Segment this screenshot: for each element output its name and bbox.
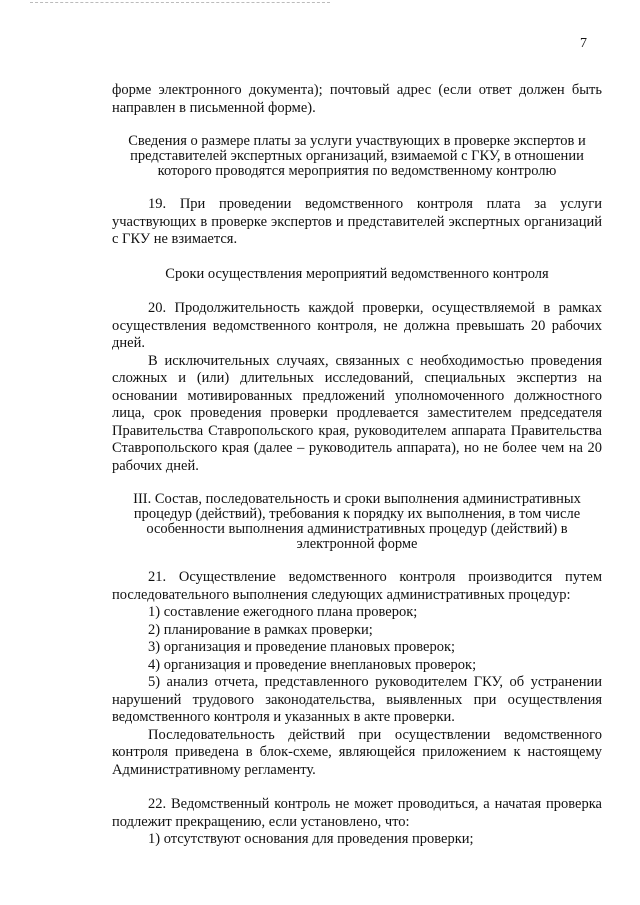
- section-heading-fees: Сведения о размере платы за услуги участвующих в проверке экспертов и представителей экспертных организаций, взимаемой с ГКУ, в отношении которого проводятся мероприятия по ведомственному контролю: [128, 133, 586, 179]
- list-item: 4) организация и проведение внеплановых проверок;: [148, 656, 477, 673]
- paragraph-20: 20. Продолжительность каждой проверки, осуществляемой в рамках осуществления ведомственного контроля, не должна превышать 20 рабочих дней.: [112, 300, 602, 351]
- list-item: 1) отсутствуют основания для проведения проверки;: [148, 831, 474, 847]
- paragraph-22: 22. Ведомственный контроль не может проводиться, а начатая проверка подлежит прекращению, если установлено, что:: [112, 796, 602, 830]
- page-number: 7: [580, 36, 587, 51]
- scan-artifact: [30, 2, 330, 5]
- list-item: 2) планирование в рамках проверки;: [148, 621, 373, 638]
- section-heading-terms: Сроки осуществления мероприятий ведомственного контроля: [165, 265, 549, 282]
- list-item: 5) анализ отчета, представленного руководителем ГКУ, об устранении нарушений трудового законодательства, выявленных при осуществления ведомственного контроля и указанных в акте проверки.: [112, 674, 602, 725]
- list-item: 1) составление ежегодного плана проверок;: [148, 604, 418, 620]
- paragraph-21-sequence: Последовательность действий при осуществлении ведомственного контроля приведена в блок-схеме, являющейся приложением к настоящему Административному регламенту.: [112, 726, 602, 778]
- paragraph-20-extension: В исключительных случаях, связанных с необходимостью проведения сложных и (или) длительных исследований, специальных экспертиз на основании мотивированных предложений уполномоченного должностного лица, срок проведения проверки продлевается заместителем председателя Правительства Ставропольского края, руководителем аппарата Правительства Ставропольского края (далее – руководитель аппарата), но не более чем на 20 рабочих дней.: [112, 352, 602, 474]
- section-heading-iii: III. Состав, последовательность и сроки выполнения административных процедур (действий), требования к порядку их выполнения, в том числе особенности выполнения административных процедур (действий) в электронной форме: [133, 491, 581, 552]
- paragraph-21: 21. Осуществление ведомственного контроля производится путем последовательного выполнения следующих административных процедур:: [112, 569, 602, 603]
- paragraph-19: 19. При проведении ведомственного контроля плата за услуги участвующих в проверке экспертов и представителей экспертных организаций с ГКУ не взимается.: [112, 196, 602, 247]
- document-body: [112, 82, 602, 849]
- list-item: 3) организация и проведение плановых проверок;: [148, 639, 456, 655]
- paragraph-continuation: форме электронного документа); почтовый адрес (если ответ должен быть направлен в письменной форме).: [112, 82, 602, 116]
